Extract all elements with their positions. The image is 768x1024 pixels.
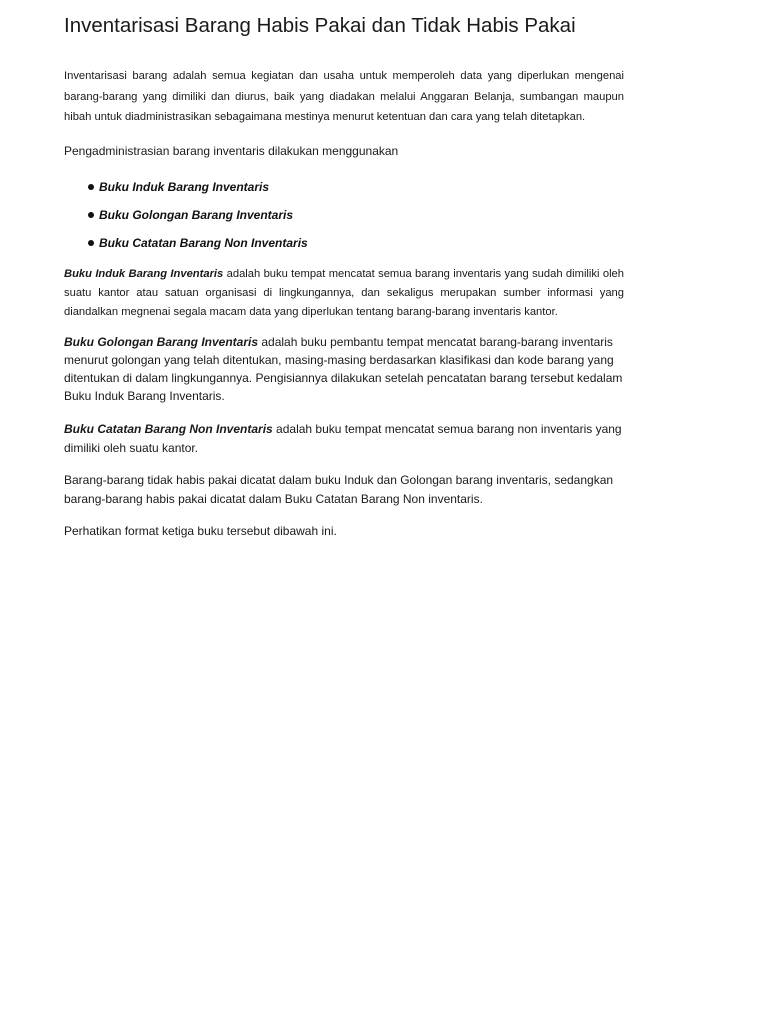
page-title: Inventarisasi Barang Habis Pakai dan Tidak Habis Pakai: [64, 14, 576, 37]
book-list: [88, 179, 624, 251]
summary-paragraph: Barang-barang tidak habis pakai dicatat dalam buku Induk dan Golongan barang inventaris, sedangkan barang-barang habis pakai dicatat dalam Buku Catatan Barang Non inventaris.: [64, 472, 614, 506]
closing-paragraph: Perhatikan format ketiga buku tersebut dibawah ini.: [64, 523, 337, 538]
definition-paragraph-buku-golongan: [64, 333, 624, 406]
definition-text: adalah buku pembantu tempat mencatat barang-barang inventaris menurut golongan yang telah ditentukan, masing-masing berdasarkan klasifikasi dan kode barang yang ditentukan di dalam lingkungannya. Pengisiannya dilakukan setelah pencatatan barang tersebut kedalam Buku Induk Barang Inventaris.: [64, 334, 623, 404]
list-item-label: Buku Induk Barang Inventaris: [99, 179, 270, 194]
list-item: [88, 207, 624, 223]
intro-paragraph: Inventarisasi barang adalah semua kegiatan dan usaha untuk memperoleh data yang diperlukan mengenai barang-barang yang dimiliki dan diurus, baik yang diadakan melalui Anggaran Belanja, sumbangan maupun hibah untuk diadministrasikan sebagaimana mestinya menurut ketentuan dan cara yang telah ditetapkan.: [64, 70, 624, 123]
definition-paragraph-buku-induk: [64, 265, 624, 322]
definition-paragraph-buku-catatan: [64, 420, 624, 458]
list-item: [88, 235, 624, 251]
bullet-icon: [88, 184, 94, 190]
definition-text: adalah buku tempat mencatat semua barang non inventaris yang dimiliki oleh suatu kantor.: [64, 421, 622, 455]
lead-paragraph: Pengadministrasian barang inventaris dilakukan menggunakan: [64, 143, 399, 158]
list-item: [88, 179, 624, 195]
document-page: [64, 0, 624, 539]
definition-term: Buku Induk Barang Inventaris: [64, 267, 224, 280]
definition-term: Buku Catatan Barang Non Inventaris: [64, 421, 273, 436]
list-item-label: Buku Golongan Barang Inventaris: [99, 207, 294, 222]
bullet-icon: [88, 240, 94, 246]
definition-term: Buku Golongan Barang Inventaris: [64, 334, 259, 349]
list-item-label: Buku Catatan Barang Non Inventaris: [99, 235, 308, 250]
definition-text: adalah buku tempat mencatat semua barang inventaris yang sudah dimiliki oleh suatu kantor atau satuan organisasi di lingkungannya, dan sekaligus merupakan sumber informasi yang diandalkan megnenai segala macam data yang diperlukan tentang barang-barang inventaris kantor.: [64, 267, 624, 318]
bullet-icon: [88, 212, 94, 218]
